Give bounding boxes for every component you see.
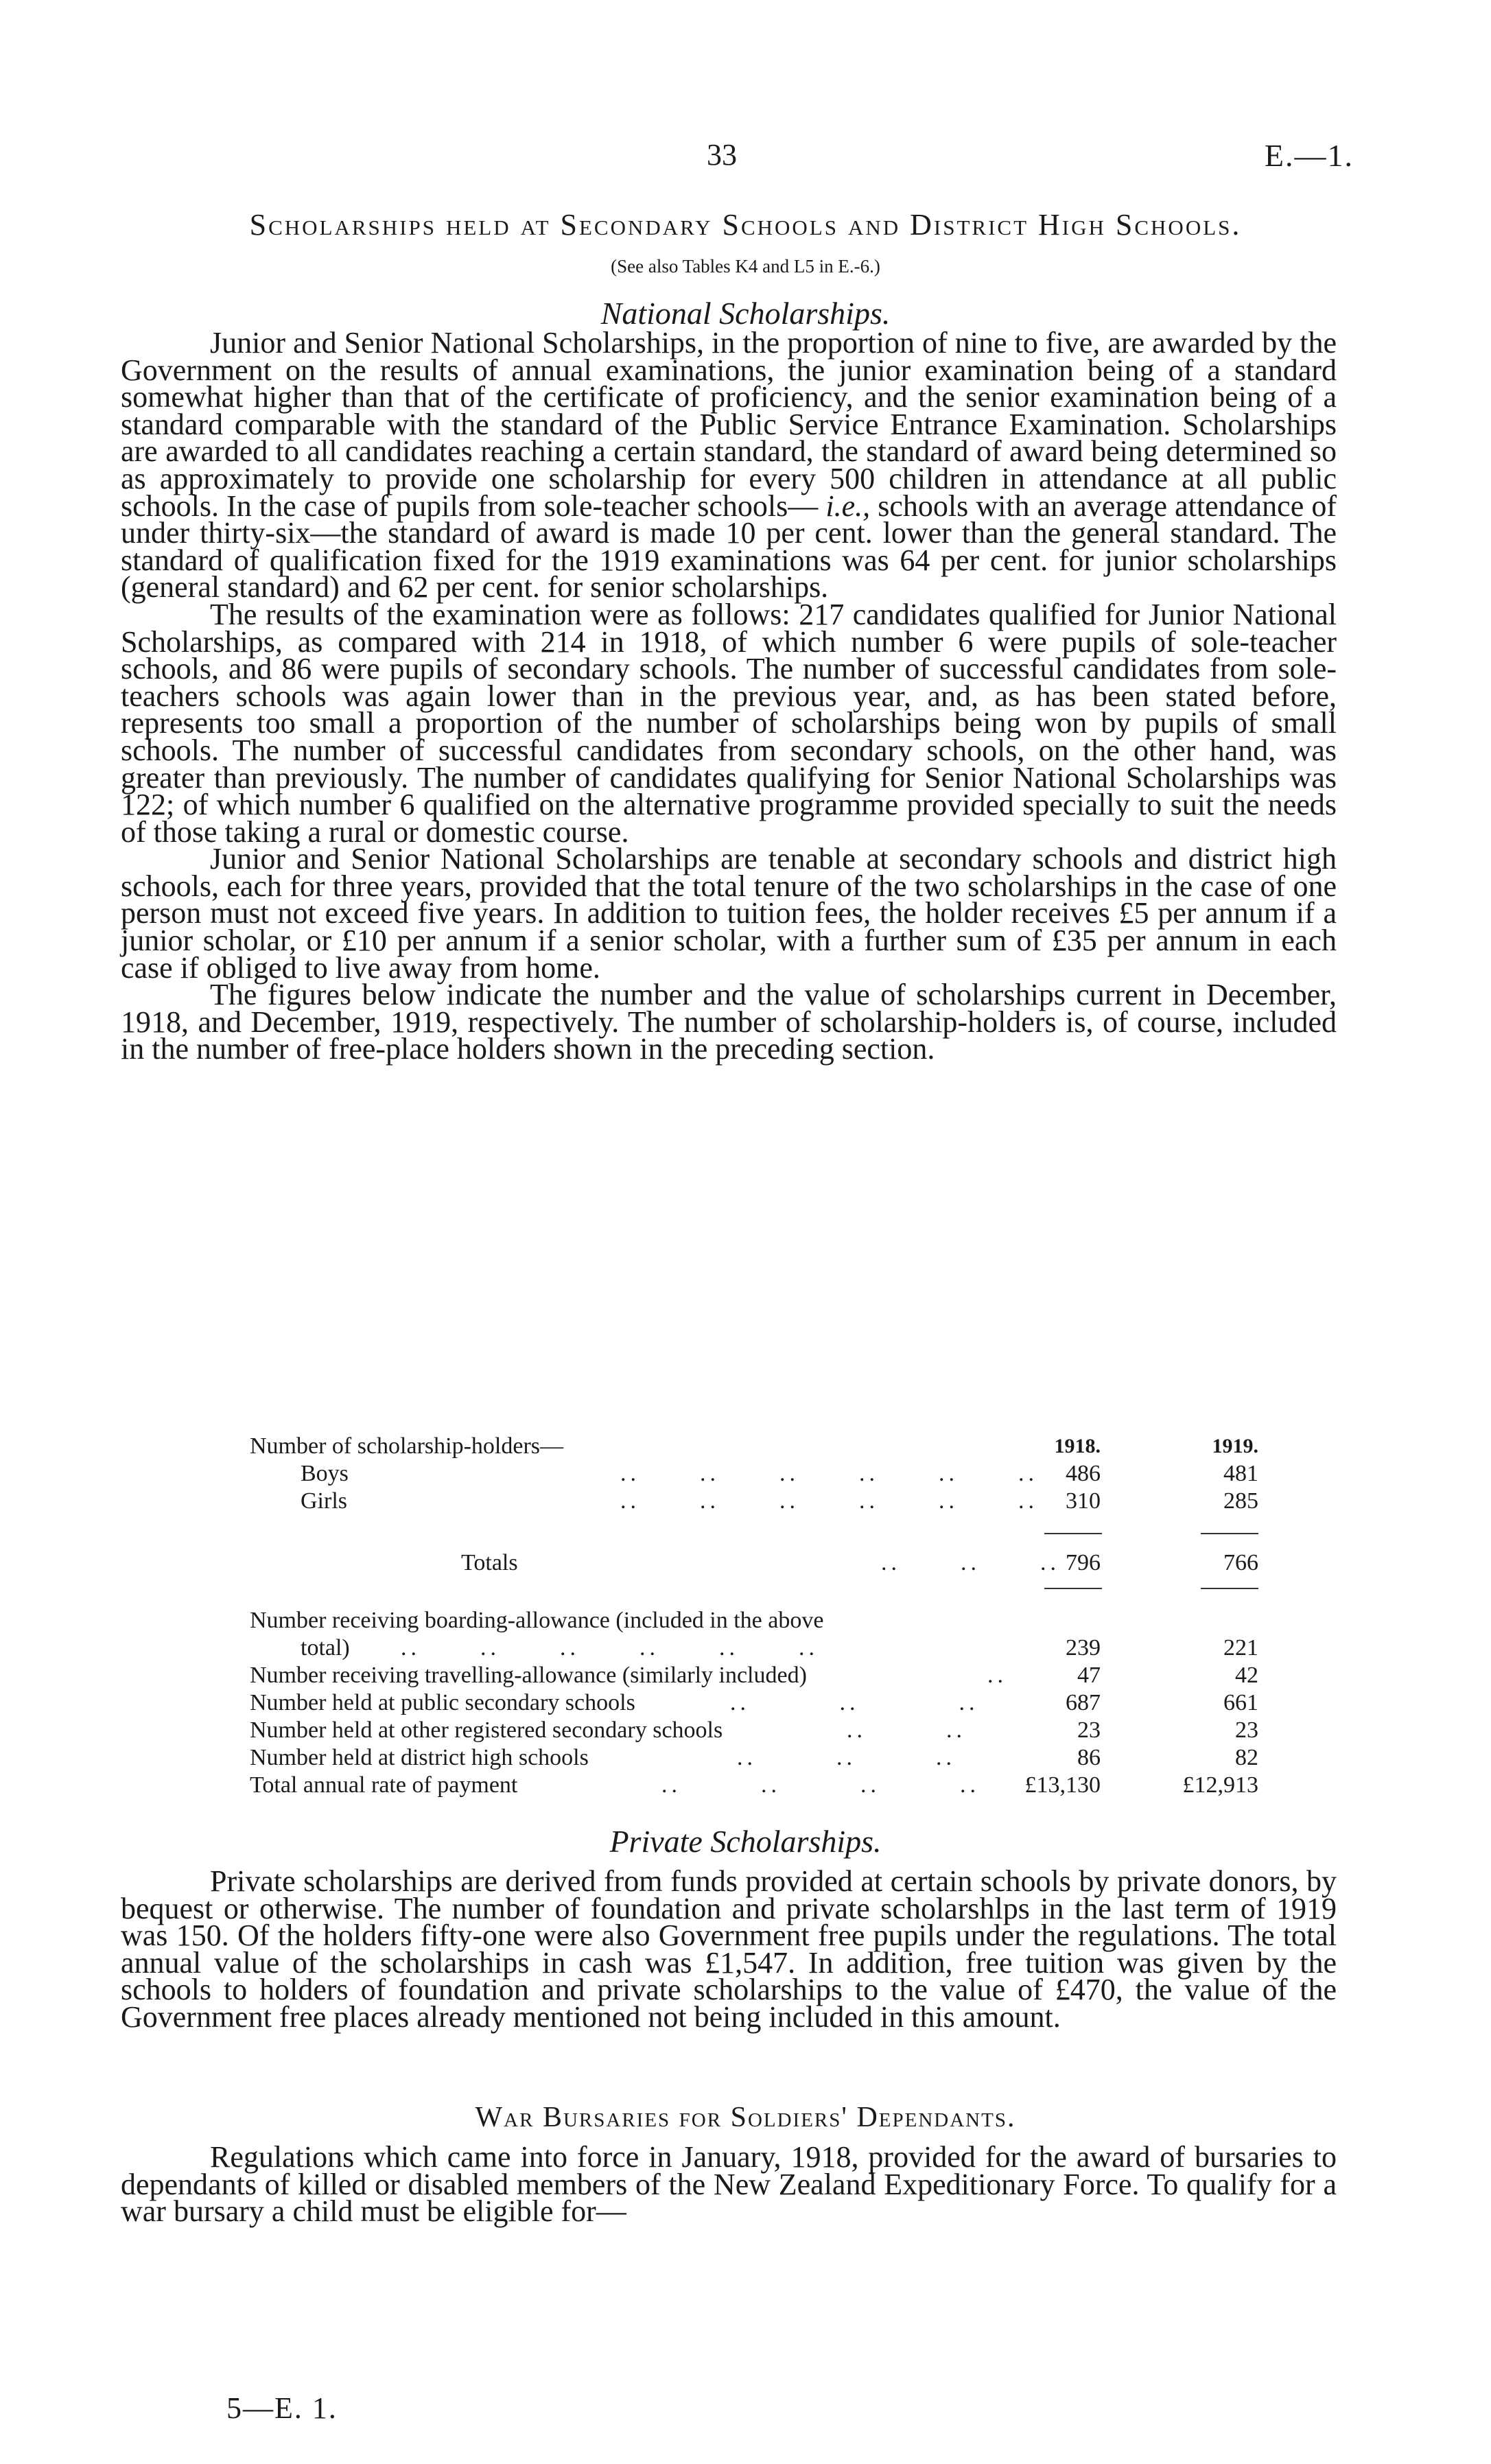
table-row: Boys .. .. .. .. .. .. 486 481 xyxy=(301,1461,1258,1486)
war-bursaries-body xyxy=(121,2140,1337,2229)
page-signature: 5—E. 1. xyxy=(226,2391,338,2425)
divider xyxy=(1044,1588,1102,1589)
table-row: Number held at other registered secondary schools .. .. 23 23 xyxy=(250,1717,1258,1743)
private-scholarships-subtitle: Private Scholarships. xyxy=(609,1824,882,1859)
table-header-row: Number of scholarship-holders— 1918. 1919. xyxy=(250,1433,1258,1459)
private-scholarships-body xyxy=(121,1864,1337,2034)
table-row: Number held at district high schools .. .. .. 86 82 xyxy=(250,1745,1258,1770)
divider xyxy=(1201,1533,1258,1534)
document-reference: E.—1. xyxy=(1264,138,1354,173)
table-row: Total annual rate of payment .. .. .. .. £13,130 £12,913 xyxy=(250,1772,1258,1798)
table-row: total) .. .. .. .. .. .. 239 221 xyxy=(301,1635,1258,1661)
table-row: Girls .. .. .. .. .. .. 310 285 xyxy=(301,1488,1258,1514)
table-row-totals: Totals .. .. .. 796 766 xyxy=(461,1550,1258,1575)
paragraph: The figures below indicate the number and the value of scholarships current in December, 1918, and December, 1919, respectively. The number of scholarship-holders is, of course, included in the number of free-place holders shown in the preceding section. xyxy=(121,978,1337,1066)
national-scholarships-subtitle: National Scholarships. xyxy=(600,296,891,331)
divider xyxy=(1044,1533,1102,1534)
paragraph: Private scholarships are derived from funds provided at certain schools by private donors, by bequest or otherwise. The number of foundation and private scholarshlps in the last term of 1919 was 150. Of the holders fifty-one were also Government free pupils under the regulations. The total annual value of the scholarships in cash was £1,547. In addition, free tuition was given by the schools to holders of foundation and private scholarships to the value of £470, the value of the Government free places already mentioned not being included in this amount. xyxy=(121,1864,1337,2034)
paragraph: The results of the examination were as follows: 217 candidates qualified for Junior National Scholarships, as compared with 214 in 1918, of which number 6 were pupils of sole-teacher schools, and 86 were pupils of secondary schools. The number of successful candidates from sole-teachers schools was again lower than in the previous year, and, as has been stated before, represents too small a proportion of the number of scholarships being won by pupils of small schools. The number of successful candidates from secondary schools, on the other hand, was greater than previously. The number of candidates qualifying for Senior National Scholarships was 122; of which number 6 qualified on the alternative programme provided specially to suit the needs of those taking a rural or domestic course. xyxy=(121,597,1337,849)
reference-note: (See also Tables K4 and L5 in E.-6.) xyxy=(611,256,880,277)
paragraph: Junior and Senior National Scholarships are tenable at secondary schools and district high schools, each for three years, provided that the total tenure of the two scholarships in the case of one person must not exceed five years. In addition to tuition fees, the holder receives £5 per annum if a junior scholar, or £10 per annum if a senior scholar, with a further sum of £35 per annum in each case if obliged to live away from home. xyxy=(121,842,1337,985)
page-header xyxy=(0,137,1491,185)
divider xyxy=(1201,1588,1258,1589)
paragraph: Junior and Senior National Scholarships, in the proportion of nine to five, are awarded by the Government on the results of annual examinations, the junior examination being of a standard somewhat higher than that of the certificate of proficiency, and the senior examination being of a standard comparable with the standard of the Public Service Entrance Examination. Scholarships are awarded to all candidates reaching a certain standard, the standard of award being determined so as approximately to provide one scholarship for every 500 children in attendance at all public schools. In the case of pupils from sole-teacher schools— i.e., schools with an average attendance of under thirty-six—the standard of award is made 10 per cent. lower than the general standard. The standard of qualification fixed for the 1919 examinations was 64 per cent. for junior scholarships (general standard) and 62 per cent. for senior scholarships. xyxy=(121,326,1337,605)
paragraph: Regulations which came into force in January, 1918, provided for the award of bursaries to dependants of killed or disabled members of the New Zealand Expeditionary Force. To qualify for a war bursary a child must be eligible for— xyxy=(121,2140,1337,2229)
main-section-title: Scholarships held at Secondary Schools and District High Schools. xyxy=(249,208,1242,242)
table-row: Number receiving travelling-allowance (similarly included) .. 47 42 xyxy=(250,1663,1258,1688)
table-row: Number held at public secondary schools .. .. .. 687 661 xyxy=(250,1690,1258,1715)
national-scholarships-body xyxy=(121,326,1337,1066)
scholarship-holders-table xyxy=(250,1433,1258,1799)
page-number: 33 xyxy=(707,138,737,172)
table-row: Number receiving boarding-allowance (included in the above xyxy=(250,1608,824,1633)
war-bursaries-title: War Bursaries for Soldiers' Dependants. xyxy=(475,2102,1016,2133)
